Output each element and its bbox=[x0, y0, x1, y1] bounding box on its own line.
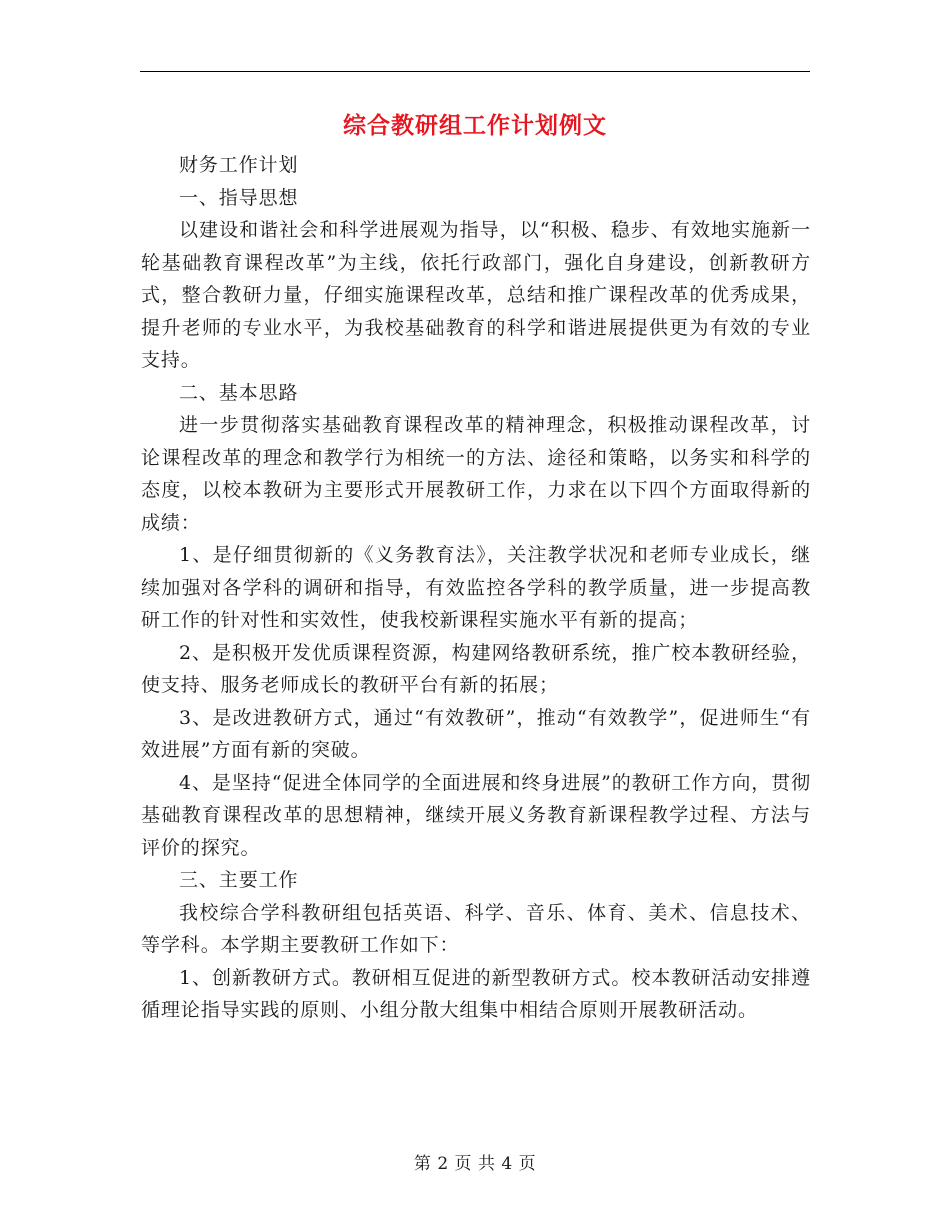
paragraph-guiding-ideology: 以建设和谐社会和科学进展观为指导，以“积极、稳步、有效地实施新一轮基础教育课程改革”为主线，依托行政部门，强化自身建设，创新教研方式，整合教研力量，仔细实施课程改革，总结和推广课程改革的优秀成果，提升老师的专业水平，为我校基础教育的科学和谐进展提供更为有效的专业支持。 bbox=[141, 219, 811, 371]
section-heading-guiding-ideology: 一、指导思想 bbox=[179, 186, 299, 209]
list-item-goal-4: 4、是坚持“促进全体同学的全面进展和终身进展”的教研工作方向，贯彻基础教育课程改革的思想精神，继续开展义务教育新课程教学过程、方法与评价的探究。 bbox=[141, 771, 811, 859]
list-item-goal-2: 2、是积极开发优质课程资源，构建网络教研系统，推广校本教研经验，使支持、服务老师成长的教研平台有新的拓展； bbox=[141, 641, 811, 696]
section-heading-finance-plan: 财务工作计划 bbox=[179, 154, 299, 176]
header-rule bbox=[140, 71, 810, 72]
document-title: 综合教研组工作计划例文 bbox=[343, 112, 607, 139]
section-heading-main-work: 三、主要工作 bbox=[179, 869, 299, 891]
section-heading-basic-approach: 二、基本思路 bbox=[179, 381, 299, 404]
page-number-footer: 第 2 页 共 4 页 bbox=[413, 1154, 537, 1174]
list-item-goal-3: 3、是改进教研方式，通过“有效教研”，推动“有效教学”，促进师生“有效进展”方面有新的突破。 bbox=[141, 706, 811, 761]
paragraph-basic-approach: 进一步贯彻落实基础教育课程改革的精神理念，积极推动课程改革，讨论课程改革的理念和教学行为相统一的方法、途径和策略，以务实和科学的态度，以校本教研为主要形式开展教研工作，力求在以下四个方面取得新的成绩： bbox=[141, 414, 811, 534]
list-item-goal-1: 1、是仔细贯彻新的《义务教育法》，关注教学状况和老师专业成长，继续加强对各学科的调研和指导，有效监控各学科的教学质量，进一步提高教研工作的针对性和实效性，使我校新课程实施水平有新的提高； bbox=[141, 544, 811, 631]
document-body bbox=[141, 149, 811, 1027]
paragraph-main-work-intro: 我校综合学科教研组包括英语、科学、音乐、体育、美术、信息技术、等学科。本学期主要教研工作如下： bbox=[141, 901, 811, 956]
list-item-work-1: 1、创新教研方式。教研相互促进的新型教研方式。校本教研活动安排遵循理论指导实践的原则、小组分散大组集中相结合原则开展教研活动。 bbox=[141, 966, 811, 1021]
